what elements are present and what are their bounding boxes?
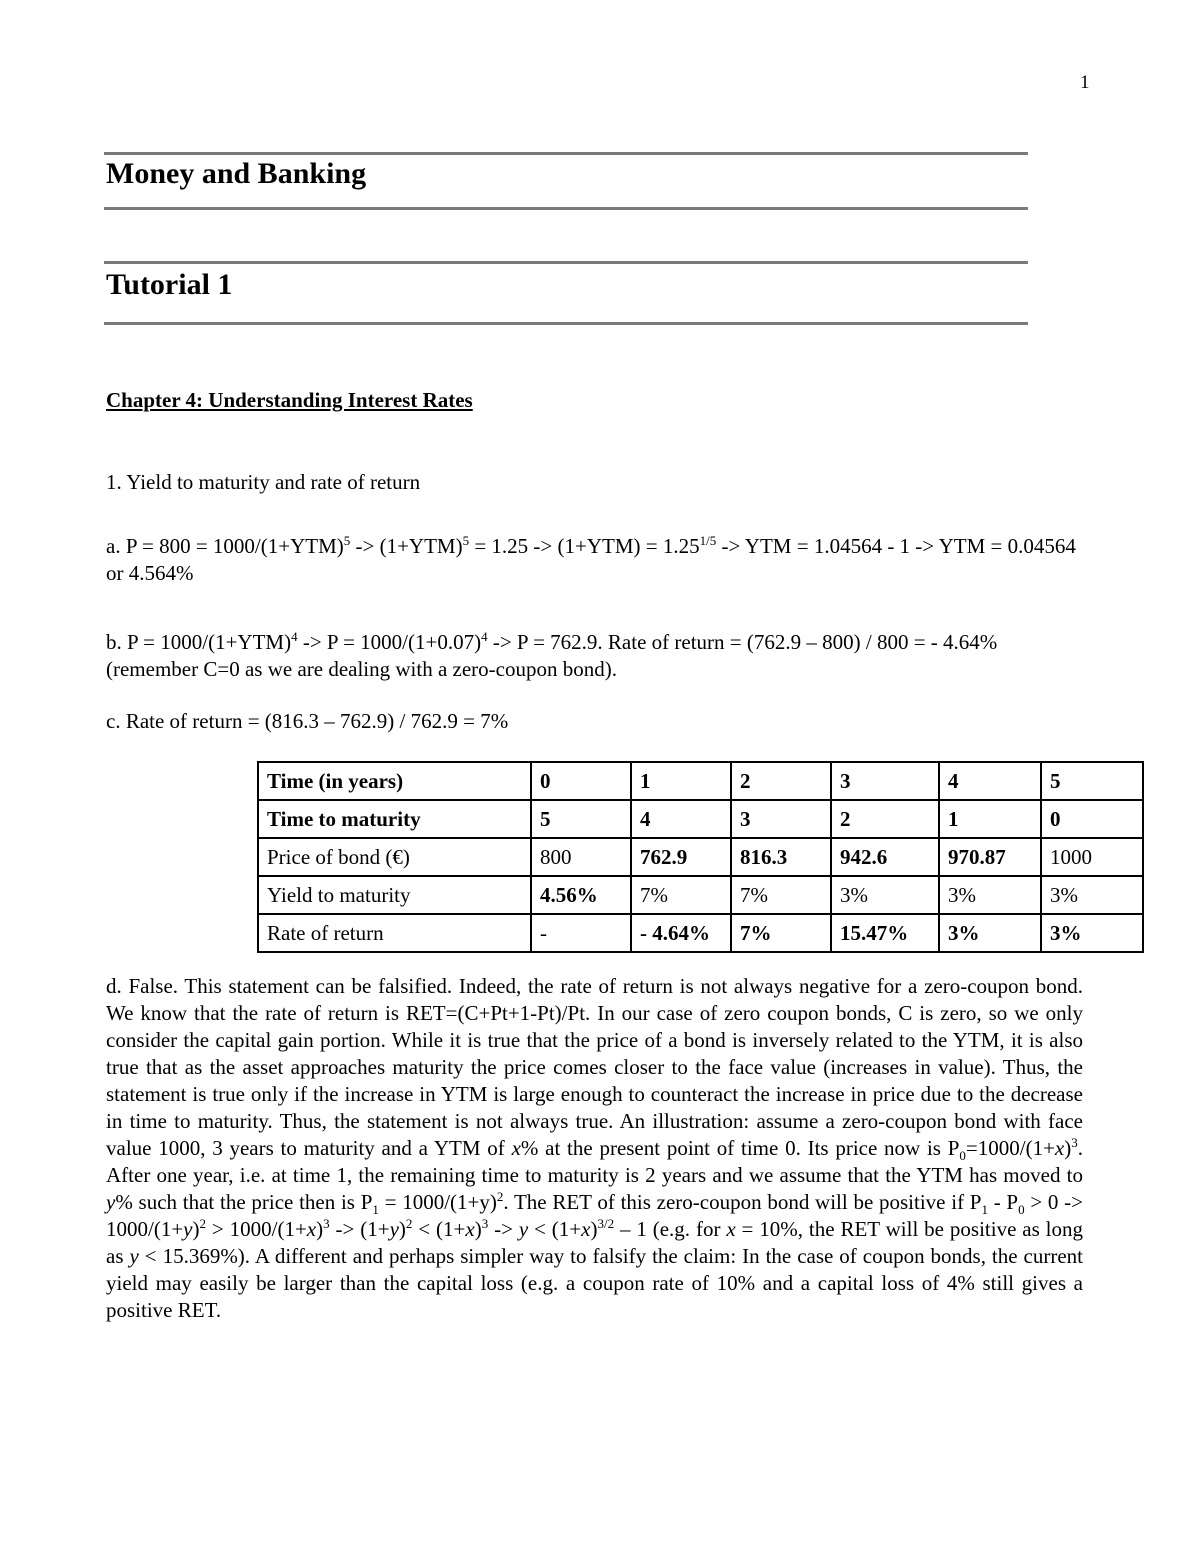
table-cell: 3% (831, 876, 939, 914)
row-label: Rate of return (258, 914, 531, 952)
table-cell: 3% (1041, 914, 1143, 952)
table-cell: 4.56% (531, 876, 631, 914)
table-cell: 15.47% (831, 914, 939, 952)
table-cell: 970.87 (939, 838, 1041, 876)
title-top-rule (104, 152, 1028, 155)
chapter-heading: Chapter 4: Understanding Interest Rates (106, 388, 473, 412)
table-cell: 0 (531, 762, 631, 800)
row-label: Time (in years) (258, 762, 531, 800)
part-b: b. $P = 1000/(1+YTM)^4 -> P = 1000/(1+0.07)^4 -> P = 762.9$. Rate of return = (762.9 – 800) / 800 = - 4.64% (remember C=0 as we are dealing with a zero-coupon bond). (106, 629, 998, 681)
table-cell: 3% (1041, 876, 1143, 914)
table-cell: 816.3 (731, 838, 831, 876)
table-cell: 7% (731, 914, 831, 952)
table-cell: - 4.64% (631, 914, 731, 952)
table-row (258, 914, 1143, 952)
table-cell: 7% (631, 876, 731, 914)
table-row (258, 876, 1143, 914)
table-cell: 1 (939, 800, 1041, 838)
table-cell: 4 (631, 800, 731, 838)
part-a: a. $P = 800 = 1000/(1+YTM)^5 -> (1+YTM)^5 = 1.25 -> (1+YTM) = 1.25^{1/5}$ -> YTM = 1.04564 - 1 -> YTM = 0.04564 or 4.564% (106, 533, 1076, 585)
table-cell: 762.9 (631, 838, 731, 876)
table-cell: 7% (731, 876, 831, 914)
question-heading: 1. Yield to maturity and rate of return (106, 470, 421, 494)
bond-table (257, 761, 1144, 953)
row-label: Price of bond (€) (258, 838, 531, 876)
table-cell: 2 (831, 800, 939, 838)
table-cell: 1 (631, 762, 731, 800)
table-cell: 2 (731, 762, 831, 800)
table-cell: 3 (831, 762, 939, 800)
title-bottom-rule (104, 207, 1028, 210)
page-number: 1 (1080, 72, 1090, 93)
table-cell: 942.6 (831, 838, 939, 876)
table-cell: 1000 (1041, 838, 1143, 876)
table-cell: 4 (939, 762, 1041, 800)
table-cell: 5 (531, 800, 631, 838)
table-cell: 3% (939, 876, 1041, 914)
table-cell: 800 (531, 838, 631, 876)
part-d: d. False. This statement can be falsified. Indeed, the rate of return is not always negative for a zero-coupon bond. We know that the rate of return is RET=(C+Pt+1-Pt)/Pt. In our case of zero coupon bonds, C is zero, so we only consider the capital gain portion. While it is true that the price of a bond is inversely related to the YTM, it is also true that as the asset approaches maturity the price comes closer to the face value (increases in value). Thus, the statement is true only if the increase in YTM is large enough to counteract the increase in price due to the decrease in time to maturity. Thus, the statement is not always true. An illustration: assume a zero-coupon bond with face value 1000, 3 years to maturity and a YTM of x% at the present point of time 0. Its price now is $P_0=1000/(1+x)^3$. After one year, i.e. at time 1, the remaining time to maturity is 2 years and we assume that the YTM has moved to y% such that the price then is $P_1 = 1000/(1+y)^2$. The RET of this zero-coupon bond will be positive if $P_1 - P_0 > 0 -> 1000/(1+y)^2 > 1000/(1+x)^3 -> (1+y)^2 < (1+x)^3 -> y < (1+x)^{3/2} - 1$ (e.g. for x = 10%, the RET will be positive as long as y < 15.369%). A different and perhaps simpler way to falsify the claim: In the case of coupon bonds, the current yield may easily be larger than the capital loss (e.g. a coupon rate of 10% and a capital loss of 4% still gives a positive RET. (106, 974, 1084, 1322)
subtitle-top-rule (104, 261, 1028, 264)
table-cell: 0 (1041, 800, 1143, 838)
table-cell: 3 (731, 800, 831, 838)
table-row (258, 838, 1143, 876)
table-cell: 3% (939, 914, 1041, 952)
row-label: Time to maturity (258, 800, 531, 838)
table-row (258, 762, 1143, 800)
document-title: Money and Banking (106, 157, 367, 190)
subtitle-bottom-rule (104, 322, 1028, 325)
part-c: c. Rate of return = (816.3 – 762.9) / 762.9 = 7% (106, 709, 509, 733)
row-label: Yield to maturity (258, 876, 531, 914)
table-cell: - (531, 914, 631, 952)
table-cell: 5 (1041, 762, 1143, 800)
document-subtitle: Tutorial 1 (106, 268, 233, 301)
table-row (258, 800, 1143, 838)
